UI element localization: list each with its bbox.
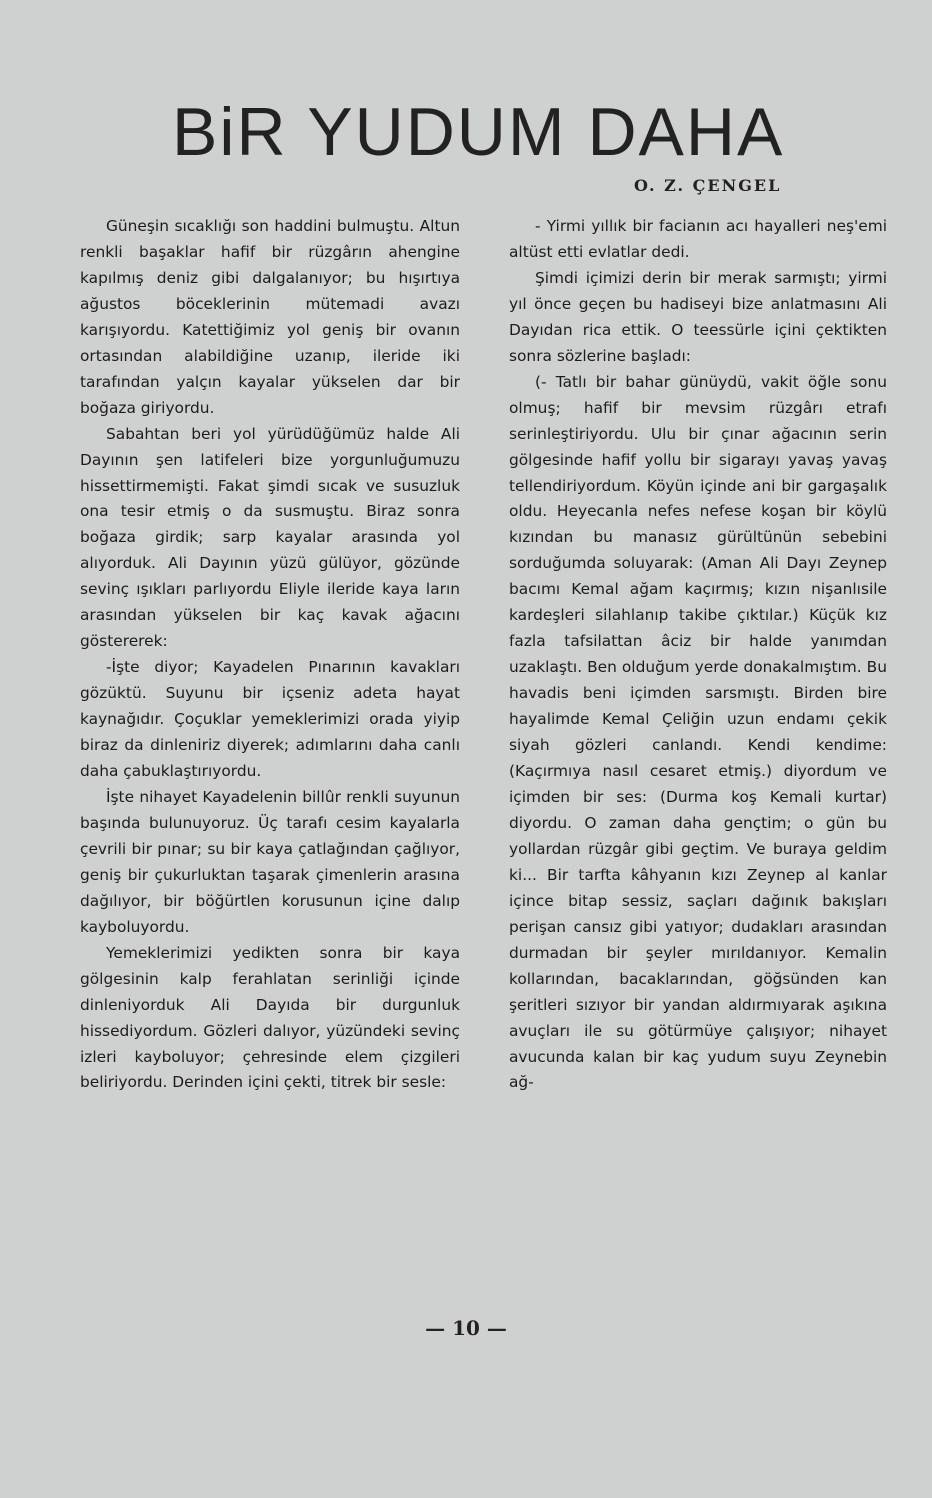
paragraph: - Yirmi yıllık bir facianın acı hayalleri neş'emi altüst etti evlatlar dedi. xyxy=(509,217,887,261)
paragraph: -İşte diyor; Kayadelen Pınarının kavakları gözüktü. Suyunu bir içseniz adeta hayat kaynağıdır. Çoçuklar yemeklerimizi orada yiyip biraz da dinleniriz diyerek; adımlarını daha canlı daha çabuklaştırıyordu. xyxy=(80,658,460,781)
article-title: BiR YUDUM DAHA xyxy=(172,94,785,170)
paragraph: Şimdi içimizi derin bir merak sarmıştı; yirmi yıl önce geçen bu hadiseyi bize anlatmasını Ali Dayıdan rica ettik. O teessürle içini çektikten sonra sözlerine başladı: xyxy=(509,268,887,365)
paragraph: Sabahtan beri yol yürüdüğümüz halde Ali Dayının şen latifeleri bize yorgunluğumuzu hissettirmemişti. Fakat şimdi sıcak ve susuzluk ona tesir etmiş o da susmuştu. Biraz sonra boğaza girdik; sarp kayalar arasında yol alıyorduk. Ali Dayının yüzü gülüyor, gözünde sevinç ışıkları parlıyordu Eliyle ileride kaya ların arasından yükselen bir kaç kavak ağacını göstererek: xyxy=(80,424,460,651)
paragraph: İşte nihayet Kayadelenin billûr renkli suyunun başında bulunuyoruz. Üç tarafı cesim kayalarla çevrili bir pınar; su bir kaya çatlağından çağlıyor, geniş bir çukurluktan taşarak çimenlerin arasına dağılıyor, bir böğürtlen korusunun içine dalıp kayboluyordu. xyxy=(80,787,460,936)
paragraph: Güneşin sıcaklığı son haddini bulmuştu. Altun renkli başaklar hafif bir rüzgârın ahengine kapılmış deniz gibi dalgalanıyor; bu hışırtıya ağustos böceklerinin mütemadi avazı karışıyordu. Katettiğimiz yol geniş bir ovanın ortasından alabildiğine uzanıp, ileride iki tarafından yalçın kayalar yükselen dar bir boğaza giriyordu. xyxy=(80,217,460,417)
paragraph: (- Tatlı bir bahar günüydü, vakit öğle sonu olmuş; hafif bir mevsim rüzgârı etrafı serinleştiriyordu. Ulu bir çınar ağacının serin gölgesinde hafif yollu bir sigarayı yavaş yavaş tellendiriyordum. Köyün içinde ani bir gargaşalık oldu. Heyecanla nefes nefese koşan bir köylü kızından bu manasız gürültünün sebebini sorduğumda soluyarak: (Aman Ali Dayı Zeynep bacımı Kemal ağam kaçırmış; kızın nişanlısile kardeşleri silahlanıp takibe çıktılar.) Küçük kız fazla tafsilattan âciz bir halde yanımdan uzaklaştı. Ben olduğum yerde donakalmıştım. Bu havadis beni içimden sarsmıştı. Birden bire hayalimde Kemal Çeliğin uzun endamı çekik siyah gözleri canlandı. Kendi kendime: (Kaçırmıya nasıl cesaret etmiş.) diyordum ve içimden bir ses: (Durma koş Kemali kurtar) diyordu. O zaman daha gençtim; o gün bu yollardan rüzgâr gibi geçtim. Ve buraya geldim ki... Bir tarfta kâhyanın kızı Zeynep al kanlar içince bitap sessiz, saçları dağınık bakışları perişan cansız gibi yatıyor; dudakları arasından durmadan bir şeyler mırıldanıyor. Kemalin kollarından, bacaklarından, göğsünden kan şeritleri sızıyor bir yandan aldırmıyarak aşıkına avuçları ile su götürmüye çalışıyor; nihayet avucunda kalan bir kaç yudum suyu Zeynebin ağ- xyxy=(509,372,887,1092)
right-column xyxy=(509,214,887,1096)
left-column xyxy=(80,214,460,1096)
paragraph: Yemeklerimizi yedikten sonra bir kaya gölgesinin kalp ferahlatan serinliği içinde dinleniyorduk Ali Dayıda bir durgunluk hissediyordum. Gözleri dalıyor, yüzündeki sevinç izleri kayboluyor; çehresinde elem çizgileri beliriyordu. Derinden içini çekti, titrek bir sesle: xyxy=(80,943,460,1092)
author-byline: O. Z. ÇENGEL xyxy=(634,176,782,195)
page-number: — 10 — xyxy=(425,1316,507,1340)
